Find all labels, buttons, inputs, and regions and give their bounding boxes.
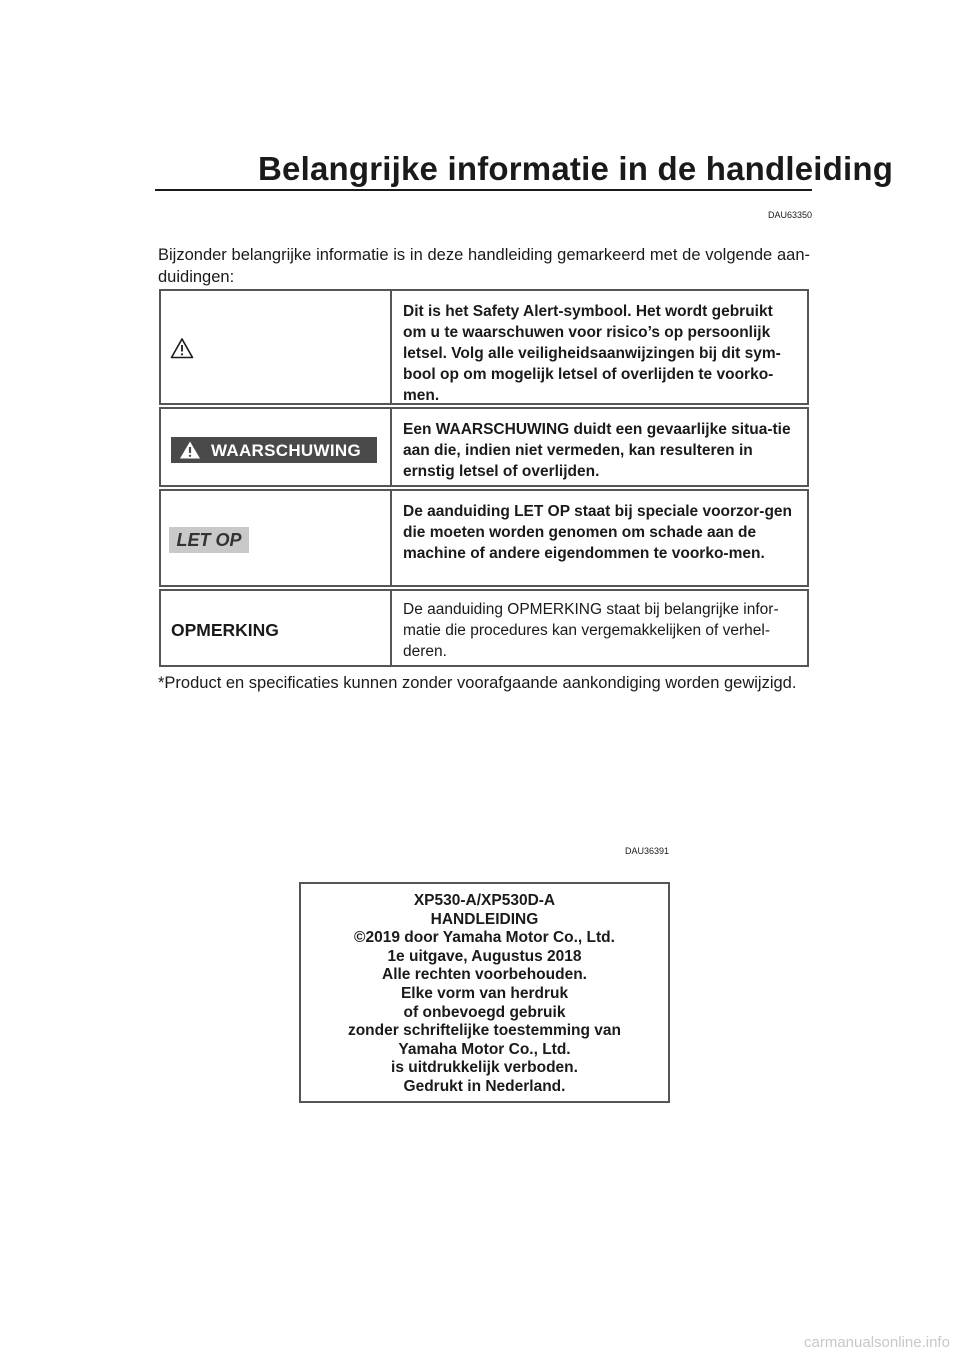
signal-row-waarschuwing — [159, 407, 809, 487]
signal-row-safety-alert — [159, 289, 809, 405]
signal-row-let-op — [159, 489, 809, 587]
safety-alert-triangle-icon — [170, 337, 194, 359]
signal-cell-symbol — [161, 591, 392, 665]
signal-description: De aanduiding OPMERKING staat bij belangrijke infor-matie die procedures kan vergemakkelijken of verhel-deren. — [403, 601, 779, 660]
signal-cell-symbol — [161, 291, 392, 403]
signal-cell-symbol — [161, 491, 392, 585]
document-code-top: DAU63350 — [768, 210, 813, 220]
imprint-line: ©2019 door Yamaha Motor Co., Ltd. — [354, 929, 615, 947]
signal-description: Dit is het Safety Alert-symbool. Het wordt gebruikt om u te waarschuwen voor risico’s op persoonlijk letsel. Volg alle veiligheidsaanwijzingen bij dit sym-bool op om mogelijk letsel of overlijden te voorko-men. — [403, 303, 781, 404]
let-op-badge: LET OP — [169, 527, 249, 553]
imprint-line: Yamaha Motor Co., Ltd. — [398, 1040, 571, 1058]
imprint-line: Gedrukt in Nederland. — [403, 1077, 566, 1095]
imprint-line: Alle rechten voorbehouden. — [382, 966, 587, 984]
signal-description: Een WAARSCHUWING duidt een gevaarlijke situa-tie aan die, indien niet vermeden, kan resulteren in ernstig letsel of overlijden. — [403, 421, 791, 480]
imprint-line: HANDLEIDING — [430, 910, 539, 928]
imprint-line: Elke vorm van herdruk — [400, 984, 569, 1002]
signal-row-opmerking — [159, 589, 809, 667]
signal-description: De aanduiding LET OP staat bij speciale voorzor-gen die moeten worden genomen om schade aan de machine of andere eigendommen te voorko-men. — [403, 503, 793, 562]
signal-cell-symbol — [161, 409, 392, 485]
intro-paragraph: Bijzonder belangrijke informatie is in deze handleiding gemarkeerd met de volgende aan-duidingen: — [158, 246, 810, 286]
imprint-line: 1e uitgave, Augustus 2018 — [387, 947, 582, 965]
imprint-line: zonder schriftelijke toestemming van — [347, 1022, 622, 1040]
imprint-lines — [301, 892, 668, 1097]
title-underline — [155, 189, 812, 191]
imprint-box — [299, 882, 670, 1103]
imprint-line: XP530-A/XP530D-A — [413, 892, 556, 909]
watermark-text: carmanualsonline.info — [804, 1334, 950, 1351]
opmerking-label: OPMERKING — [171, 620, 279, 640]
page-title: Belangrijke informatie in de handleiding — [258, 150, 894, 187]
imprint-line: of onbevoegd gebruik — [403, 1003, 566, 1021]
imprint-line: is uitdrukkelijk verboden. — [391, 1059, 578, 1077]
warning-exclamation-icon — [179, 440, 201, 460]
document-code-bottom: DAU36391 — [625, 846, 670, 856]
warning-badge — [171, 437, 377, 463]
warning-badge-label: WAARSCHUWING — [211, 441, 361, 460]
specification-note: *Product en specificaties kunnen zonder voorafgaande aankondiging worden gewijzigd. — [158, 674, 797, 692]
